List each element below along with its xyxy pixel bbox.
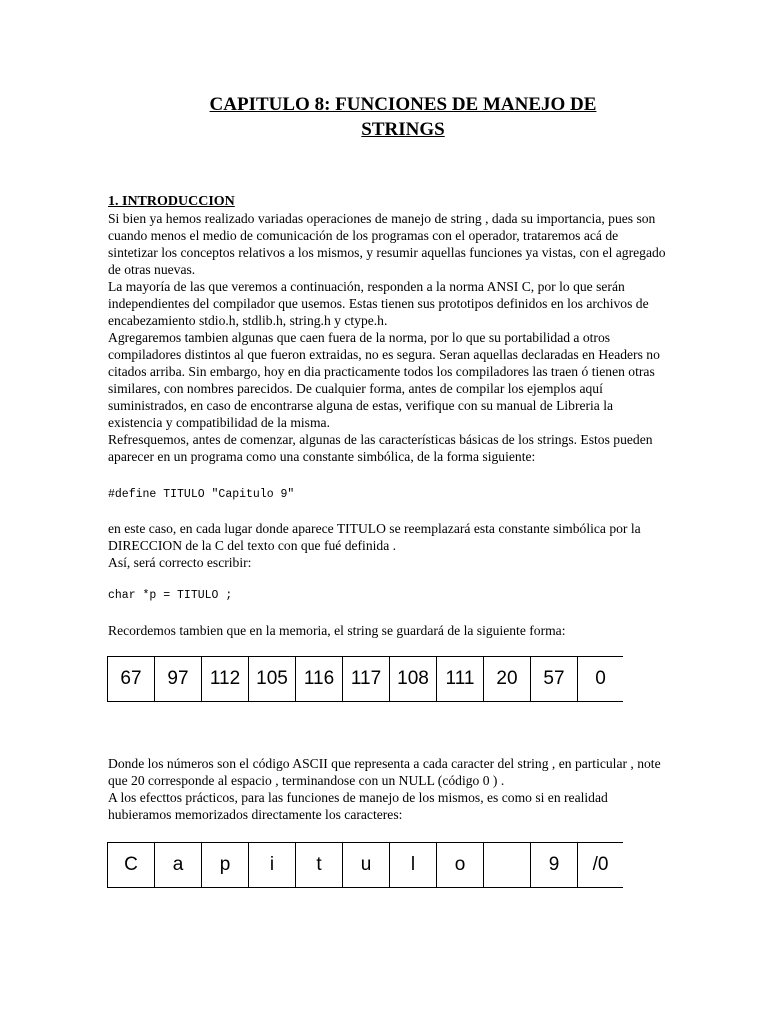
code-char-pointer: char *p = TITULO ;: [108, 589, 233, 602]
ascii-cell: 57: [530, 657, 577, 701]
ascii-cell: 67: [107, 657, 154, 701]
paragraph: Agregaremos tambien algunas que caen fuera de la norma, por lo que su portabilidad a otros compiladores distintos al que fueron extraidas, no es segura. Seran aquellas declaradas en Headers no citados arriba. Sin embargo, hoy en dia practicamente todos los compiladores las traen ó tienen otras similares, con nombres parecidos. De cualquier forma, antes de compilar los ejemplos aquí suministrados, en caso de encontrarse alguna de estas, verifique con su manual de Libreria la existencia y compatibilidad de la misma.: [108, 330, 660, 430]
paragraph: Así, será correcto escribir:: [108, 555, 252, 570]
char-cell: l: [389, 843, 436, 887]
ascii-cell: 111: [436, 657, 483, 701]
char-cell: a: [154, 843, 201, 887]
title-line-2: STRINGS: [361, 119, 445, 140]
intro-text: [108, 210, 668, 465]
middle-text: [108, 520, 668, 571]
char-cell: p: [201, 843, 248, 887]
ascii-cell: 116: [295, 657, 342, 701]
after-text: [108, 755, 668, 823]
paragraph: Si bien ya hemos realizado variadas operaciones de manejo de string , dada su importancia, pues son cuando menos el medio de comunicación de los programas con el operador, trataremos acá de sintetizar los conceptos relativos a los mismos, y resumir aquellas funciones ya vistas, con el agregado de otras nuevas.: [108, 211, 666, 277]
ascii-cell: 108: [389, 657, 436, 701]
ascii-cell: 97: [154, 657, 201, 701]
char-cell: C: [107, 843, 154, 887]
section-heading: 1. INTRODUCCION: [108, 194, 235, 209]
title-line-1: CAPITULO 8: FUNCIONES DE MANEJO DE: [209, 94, 597, 115]
memory-text: [108, 622, 668, 639]
paragraph: Refresquemos, antes de comenzar, algunas de las características básicas de los strings. Estos pueden aparecer en un programa como una constante simbólica, de la forma siguiente:: [108, 432, 653, 464]
char-table: [107, 842, 623, 888]
paragraph: La mayoría de las que veremos a continuación, responden a la norma ANSI C, por lo que serán independientes del compilador que usemos. Estas tienen sus prototipos definidos en los archivos de encabezamiento stdio.h, stdlib.h, string.h y ctype.h.: [108, 279, 649, 328]
paragraph: Donde los números son el código ASCII que representa a cada caracter del string , en particular , note que 20 corresponde al espacio , terminandose con un NULL (código 0 ) .: [108, 756, 661, 788]
char-cell: [483, 843, 530, 887]
code-define: #define TITULO "Capitulo 9": [108, 488, 295, 501]
page-title: [108, 92, 698, 142]
ascii-cell: 117: [342, 657, 389, 701]
paragraph: A los efecttos prácticos, para las funciones de manejo de los mismos, es como si en realidad hubieramos memorizados directamente los caracteres:: [108, 790, 608, 822]
ascii-cell: 20: [483, 657, 530, 701]
char-cell: 9: [530, 843, 577, 887]
ascii-table: [107, 656, 623, 702]
char-cell: o: [436, 843, 483, 887]
char-cell: u: [342, 843, 389, 887]
char-cell: i: [248, 843, 295, 887]
ascii-cell: 0: [577, 657, 623, 701]
char-cell: t: [295, 843, 342, 887]
paragraph: en este caso, en cada lugar donde aparece TITULO se reemplazará esta constante simbólica por la DIRECCION de la C del texto con que fué definida .: [108, 521, 641, 553]
paragraph: Recordemos tambien que en la memoria, el string se guardará de la siguiente forma:: [108, 623, 566, 638]
ascii-cell: 105: [248, 657, 295, 701]
ascii-cell: 112: [201, 657, 248, 701]
char-cell: /0: [577, 843, 623, 887]
